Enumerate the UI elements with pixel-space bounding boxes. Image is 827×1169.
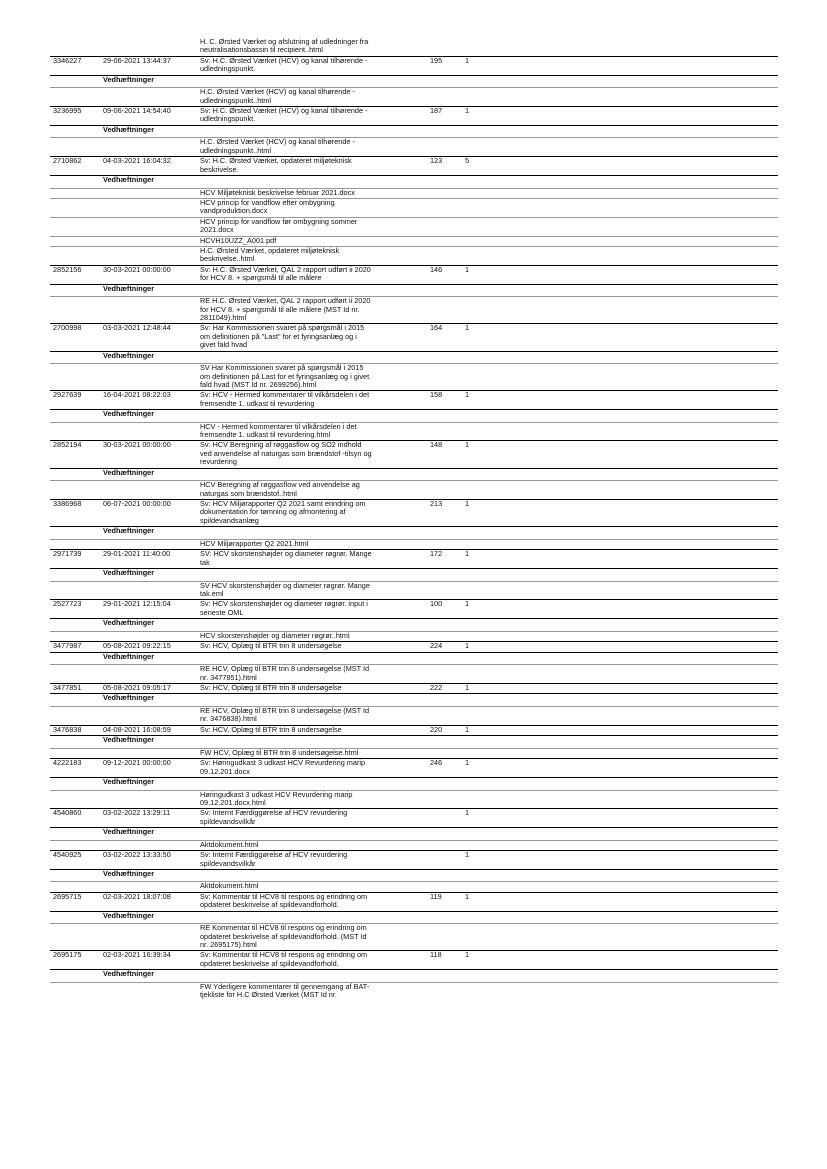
attachments-label: Vedhæftninger xyxy=(103,409,155,419)
message-id: 2852194 xyxy=(53,440,82,450)
attachments-label: Vedhæftninger xyxy=(103,283,155,293)
attachment-name: FW Yderligere kommentarer til gennemgang af BAT- tjekliste for H.C Ørsted Værket (MST Id nr. xyxy=(200,981,370,1000)
message-id: 4540860 xyxy=(53,808,82,818)
attachments-header-row xyxy=(50,526,778,539)
message-subject: Sv: Kommentar til HCV8 til respons og erindring om opdateret beskrivelse af spildevandforhold. xyxy=(200,950,368,968)
attachment-row xyxy=(50,631,778,641)
attachments-label: Vedhæftninger xyxy=(103,526,155,536)
message-row xyxy=(50,950,778,969)
attachment-name: H. C. Ørsted Værket og afslutning af udledninger fra neutralisationsbassin til recipient..html xyxy=(200,37,369,55)
attachment-name: HCV princip for vandflow før ombygning sommer 2021.docx xyxy=(200,216,358,235)
attachment-count: 1 xyxy=(465,105,470,115)
attachment-row xyxy=(50,188,778,198)
message-size: 158 xyxy=(430,390,443,400)
attachment-count: 1 xyxy=(465,599,470,609)
attachment-row xyxy=(50,881,778,891)
message-id: 3477987 xyxy=(53,641,82,651)
message-row xyxy=(50,549,778,568)
message-subject: Sv: HCV, Oplæg til BTR trin 8 undersøgelse xyxy=(200,641,342,651)
message-date: 16-04-2021 08:22:03 xyxy=(103,390,171,400)
attachment-row xyxy=(50,296,778,323)
message-size: 213 xyxy=(430,499,443,509)
attachment-row xyxy=(50,198,778,217)
message-date: 06-07-2021 00:00:00 xyxy=(103,499,171,509)
message-row xyxy=(50,850,778,869)
attachment-name: HCV Miljørapporter Q2 2021.html xyxy=(200,538,309,548)
message-id: 3386968 xyxy=(53,499,82,509)
message-size: 118 xyxy=(430,950,442,960)
message-row xyxy=(50,390,778,409)
attachment-count: 5 xyxy=(465,156,470,166)
attachment-name: H.C. Ørsted Værket (HCV) og kanal tilhørende - udledningspunkt..html xyxy=(200,137,355,155)
message-subject: Sv: Kommentar til HCV8 til respons og erindring om opdateret beskrivelse af spildevandforhold. xyxy=(200,891,368,910)
attachment-count: 1 xyxy=(465,440,470,450)
attachments-label: Vedhæftninger xyxy=(103,74,155,84)
attachment-name: HCV skorstenshøjder og diameter røgrør..html xyxy=(200,630,350,640)
message-subject: Sv: H.C. Ørsted Værket (HCV) og kanal tilhørende - udledningspunkt. xyxy=(200,105,368,124)
message-size: 187 xyxy=(430,105,443,115)
attachment-count: 1 xyxy=(465,682,470,692)
attachment-row xyxy=(50,748,778,758)
attachment-row xyxy=(50,706,778,725)
attachment-count: 1 xyxy=(465,499,470,509)
message-id: 2710862 xyxy=(53,156,82,166)
message-size: 146 xyxy=(430,264,443,274)
message-size: 148 xyxy=(430,440,443,450)
message-date: 09-06-2021 14:54:40 xyxy=(103,105,171,115)
attachment-count: 1 xyxy=(465,808,470,818)
message-date: 02-03-2021 16:39:34 xyxy=(103,950,171,960)
message-subject: Sv: Internt Færdiggørelse af HCV revurdering spildevandsvilkår xyxy=(200,850,348,868)
message-subject: Sv: HCV, Oplæg til BTR trin 8 undersøgelse xyxy=(200,682,342,692)
attachment-row xyxy=(50,790,778,809)
attachments-header-row xyxy=(50,125,778,138)
attachment-count: 1 xyxy=(465,950,470,960)
message-subject: Sv: Internt Færdiggørelse af HCV revurdering spildevandsvilkår xyxy=(200,808,348,826)
message-row xyxy=(50,323,778,350)
attachments-header-row xyxy=(50,735,778,748)
attachments-label: Vedhæftninger xyxy=(103,735,155,745)
attachments-header-row xyxy=(50,869,778,882)
message-subject: Sv: HCV - Hermed kommentarer til vilkårsdelen i det fremsendte 1. udkast til revurdering xyxy=(200,390,370,408)
message-row xyxy=(50,725,778,735)
message-row xyxy=(50,156,778,175)
message-date: 05-08-2021 09:22:15 xyxy=(103,641,171,651)
message-row xyxy=(50,106,778,125)
attachment-name: Aktdokument.html xyxy=(200,881,259,891)
message-id: 2695715 xyxy=(53,891,82,901)
attachment-row xyxy=(50,480,778,499)
attachments-header-row xyxy=(50,284,778,297)
message-id: 4540925 xyxy=(53,850,82,860)
message-row xyxy=(50,56,778,75)
message-row xyxy=(50,641,778,651)
message-row xyxy=(50,499,778,526)
attachment-name: Høringudkast 3 udkast HCV Revurdering marip 09.12.201.docx.html xyxy=(200,789,353,807)
message-subject: Sv: H.C. Ørsted Værket, opdateret miljøteknisk beskrivelse. xyxy=(200,156,352,174)
message-date: 03-02-2022 13:29:11 xyxy=(103,808,171,818)
attachment-count: 1 xyxy=(465,758,470,768)
attachments-header-row xyxy=(50,175,778,188)
message-size: 119 xyxy=(430,891,442,901)
attachment-name: HCV Beregning af røggasflow ved anvendelse ag naturgas som brændstof..html xyxy=(200,480,360,498)
message-subject: Sv: HCV Beregning af røggasflow og SO2 indhold ved anvendelse af naturgas som brændstof -tilsyn og revurdering xyxy=(200,440,372,467)
attachments-header-row xyxy=(50,468,778,481)
attachment-name: FW HCV, Oplæg til BTR trin 8 undersøgelse.html xyxy=(200,747,359,757)
message-subject: Sv: Har Kommissionen svaret på spørgsmål i 2015 om definitionen på "Last" for et fyringsanlæg og i givet fald hvad xyxy=(200,323,365,350)
attachments-header-row xyxy=(50,911,778,924)
message-subject: Sv: H.C. Ørsted Værket, QAL 2 rapport udført ii 2020 for HCV 8. + spørgsmål til alle målere xyxy=(200,264,371,283)
message-size: 123 xyxy=(430,156,443,166)
attachments-label: Vedhæftninger xyxy=(103,568,155,578)
attachments-label: Vedhæftninger xyxy=(103,910,155,920)
attachments-header-row xyxy=(50,409,778,422)
attachment-count: 1 xyxy=(465,390,470,400)
message-row xyxy=(50,265,778,284)
message-id: 2695175 xyxy=(53,950,82,960)
attachment-row xyxy=(50,236,778,246)
message-size: 246 xyxy=(430,758,443,768)
attachment-name: HCV princip for vandflow efter ombygning vandproduktion.docx xyxy=(200,197,335,216)
attachment-name: RE H.C. Ørsted Værket, QAL 2 rapport udført ii 2020 for HCV 8. + spørgsmål til alle målere (MST Id nr. 2811049).html xyxy=(200,296,371,322)
attachment-row xyxy=(50,422,778,441)
attachment-row xyxy=(50,539,778,549)
message-date: 05-08-2021 09:05:17 xyxy=(103,682,171,692)
message-date: 09-12-2021 00:00:00 xyxy=(103,758,171,768)
attachment-name: RE Kommentar til HCV8 til respons og erindring om opdateret beskrivelse af spildevandforhold. (MST Id nr. 2695175).html xyxy=(200,923,367,950)
attachment-name: HCV - Hermed kommentarer til vilkårsdelen i det fremsendte 1. udkast til revurdering.html xyxy=(200,421,357,440)
message-subject: Sv: HCV Miljørapporter Q2 2021 samt erindring om dokumentation for tømning og afmontering af spildevandsanlæg xyxy=(200,499,366,525)
attachment-name: HCV Miljøteknisk beskrivelse februar 2021.docx xyxy=(200,187,355,197)
attachments-header-row xyxy=(50,652,778,665)
attachments-header-row xyxy=(50,618,778,631)
attachments-label: Vedhæftninger xyxy=(103,467,155,477)
attachments-label: Vedhæftninger xyxy=(103,174,155,184)
message-row xyxy=(50,758,778,777)
message-date: 04-03-2021 16:04:32 xyxy=(103,156,171,166)
attachment-name: SV Har Kommissionen svaret på spørgsmål i 2015 om definitionen på Last for et fyringsanlæg og i givet fald hvad (MST Id nr. 2699256).html xyxy=(200,363,370,389)
attachment-row xyxy=(50,217,778,236)
attachment-count: 1 xyxy=(465,55,470,65)
message-row xyxy=(50,808,778,827)
attachment-name: H.C. Ørsted Værket, opdateret miljøteknisk beskrivelse..html xyxy=(200,245,340,264)
attachments-label: Vedhæftninger xyxy=(103,868,155,878)
message-size: 224 xyxy=(430,641,443,651)
attachment-row xyxy=(50,38,778,56)
attachment-row xyxy=(50,87,778,106)
attachment-name: Aktdokument.html xyxy=(200,839,259,849)
attachment-name: HCVH10UZZ_A001.pdf xyxy=(200,235,277,245)
message-date: 30-03-2021 00:00:00 xyxy=(103,440,171,450)
message-subject: Sv: Høringudkast 3 udkast HCV Revurdering marip 09.12.201.docx xyxy=(200,758,366,776)
message-size: 164 xyxy=(430,323,443,333)
message-row xyxy=(50,683,778,693)
message-size: 222 xyxy=(430,682,443,692)
attachments-label: Vedhæftninger xyxy=(103,776,155,786)
attachment-row xyxy=(50,923,778,950)
attachments-label: Vedhæftninger xyxy=(103,618,155,628)
attachments-header-row xyxy=(50,351,778,364)
message-id: 3476838 xyxy=(53,724,82,734)
attachments-header-row xyxy=(50,693,778,706)
message-id: 2700998 xyxy=(53,323,82,333)
message-size: 220 xyxy=(430,724,443,734)
attachment-name: H.C. Ørsted Værket (HCV) og kanal tilhørende - udledningspunkt..html xyxy=(200,87,355,105)
attachment-row xyxy=(50,363,778,390)
message-id: 2852156 xyxy=(53,264,82,274)
message-row xyxy=(50,599,778,618)
attachment-name: RE HCV, Oplæg til BTR trin 8 undersøgelse (MST Id nr. 3476838).html xyxy=(200,705,370,724)
attachments-header-row xyxy=(50,777,778,790)
document-table xyxy=(50,38,778,1001)
message-row xyxy=(50,440,778,467)
attachment-row xyxy=(50,982,778,1001)
attachment-row xyxy=(50,840,778,850)
attachments-label: Vedhæftninger xyxy=(103,827,155,837)
message-subject: Sv: HCV skorstenshøjder og diameter røgrør. input i seneste OML xyxy=(200,599,368,617)
message-date: 03-03-2021 12:48:44 xyxy=(103,323,171,333)
message-size: 100 xyxy=(430,599,443,609)
attachment-count: 1 xyxy=(465,891,470,901)
message-id: 2527723 xyxy=(53,599,82,609)
message-row xyxy=(50,892,778,911)
attachment-count: 1 xyxy=(465,549,470,559)
message-date: 02-03-2021 18:07:08 xyxy=(103,891,171,901)
attachment-row xyxy=(50,581,778,600)
attachments-header-row xyxy=(50,969,778,982)
message-size: 172 xyxy=(430,549,443,559)
message-id: 2971739 xyxy=(53,549,82,559)
attachment-count: 1 xyxy=(465,323,470,333)
attachment-count: 1 xyxy=(465,724,470,734)
attachments-label: Vedhæftninger xyxy=(103,651,155,661)
attachment-row xyxy=(50,137,778,156)
attachment-row xyxy=(50,246,778,265)
message-date: 29-01-2021 11:40:00 xyxy=(103,549,171,559)
message-date: 30-03-2021 00:00:00 xyxy=(103,264,171,274)
message-subject: Sv: H.C. Ørsted Værket (HCV) og kanal tilhørende - udledningspunkt. xyxy=(200,55,368,74)
attachments-header-row xyxy=(50,827,778,840)
message-size: 195 xyxy=(430,55,443,65)
message-date: 29-01-2021 12:15:04 xyxy=(103,599,171,609)
message-date: 03-02-2022 13:33:50 xyxy=(103,850,171,860)
message-subject: Sv: HCV, Oplæg til BTR trin 8 undersøgelse xyxy=(200,724,342,734)
attachment-name: SV HCV skorstenshøjder og diameter røgrør. Mange tak.eml xyxy=(200,580,370,599)
attachments-header-row xyxy=(50,568,778,581)
attachment-count: 1 xyxy=(465,850,470,860)
attachments-label: Vedhæftninger xyxy=(103,969,155,979)
attachments-label: Vedhæftninger xyxy=(103,124,155,134)
message-subject: SV: HCV skorstenshøjder og diameter røgrør. Mange tak xyxy=(200,549,372,567)
attachment-name: RE HCV, Oplæg til BTR trin 8 undersøgelse (MST Id nr. 3477851).html xyxy=(200,664,370,682)
attachments-label: Vedhæftninger xyxy=(103,350,155,360)
message-id: 3236995 xyxy=(53,105,82,115)
attachments-header-row xyxy=(50,75,778,88)
message-date: 04-08-2021 16:08:59 xyxy=(103,724,171,734)
attachment-row xyxy=(50,664,778,683)
message-id: 2927639 xyxy=(53,390,82,400)
message-id: 3477851 xyxy=(53,682,82,692)
message-id: 4222183 xyxy=(53,758,82,768)
message-date: 29-06-2021 13:44:37 xyxy=(103,55,171,65)
attachment-count: 1 xyxy=(465,264,470,274)
attachments-label: Vedhæftninger xyxy=(103,693,155,703)
message-id: 3346227 xyxy=(53,55,82,65)
attachment-count: 1 xyxy=(465,641,470,651)
